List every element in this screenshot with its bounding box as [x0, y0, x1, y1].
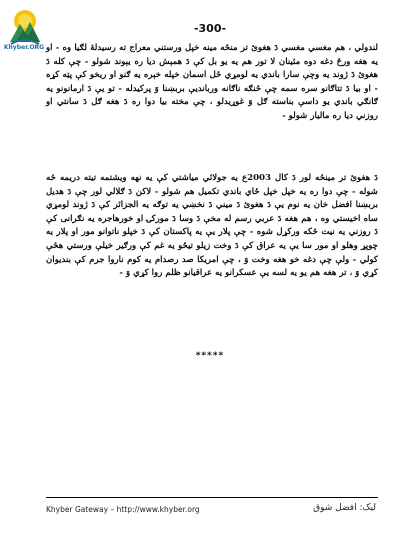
page-number: -300-	[193, 22, 227, 35]
footer-source: Khyber Gateway – http://www.khyber.org	[46, 505, 200, 514]
footer-author: ليک: افضل شوق	[313, 503, 376, 513]
section-divider: *****	[195, 351, 225, 361]
logo-text: Khyber.ORG	[3, 44, 45, 51]
body-paragraph-2: دَ هغوئ تر مينځه لور دَ کال 2003ع يه جولائي مياشتي کې يه نهه ويشتمه تيته دريمه څه شوله - چې دوا ره يه خپل خپل ځاي باندي تکميل هم شولو - لاکن دَ ګلالي لور چې دَ هديل بربښنا افضل خان يه نوم يې دَ هغوئ دَ ميني دَ نخښي يه توګه يه الجزائر کې دَ ژوند لومړي ساه اخيستي وه ، هم هغه دَ عربي رسم له مخې دَ وسا دَ مورکۍ او خورهاجره يه نګرانی کې دَ روزني يه نيت څکه ورکړل شوه - چې پلار يې يه پاکستان کې دَ خپلو ناتوانو مور او پلار يه چوپړ وهلو او مور سا يې يه عراق کې دَ وخت زيلو تيځو يه غم کې ورګير خيلې ورستي هڅې کولي - ولې چې دغه خو هغه وخت وَ ، چې امريکا صد رصدام يه کوم ناروا جرم کې بنديوان کړي وَ ، تر هغه هم يو يه لسه يې عسکرانو يه عراقيانو ظلم روا کړي وَ -	[46, 173, 378, 279]
footer-rule	[46, 497, 378, 498]
body-paragraph-1: لندولي ، هم مغسي مغسي دَ هغوئ تر منځه مينه خپل ورستني معراج ته رسيدلهٔ لګيا وه - او يه هغه ورځ دغه دوه مئينان لا تور هم يه يو بل کې دَ همېش ديا ره يېوند شولو - چې کله دَ هغوئ دَ ژوند يه وچې سارا باندي يه لومړي ځل اسمان خپله خېره يه ګنو او ريخو کې پټه کړه - او بيا دَ تتاګانو سره سمه چې ځنګه ناګانه وربانديې بربښنا وَ پرکيدله - تو يې دَ ارمانونو يه ګانګي باندي يو داسې بناسته ګل وَ غوړيدلو ، چې مخته بيا دوا ره دَ هغه ګل دَ سانتي او روزني ديا ره ماليار شولو -	[46, 43, 378, 121]
